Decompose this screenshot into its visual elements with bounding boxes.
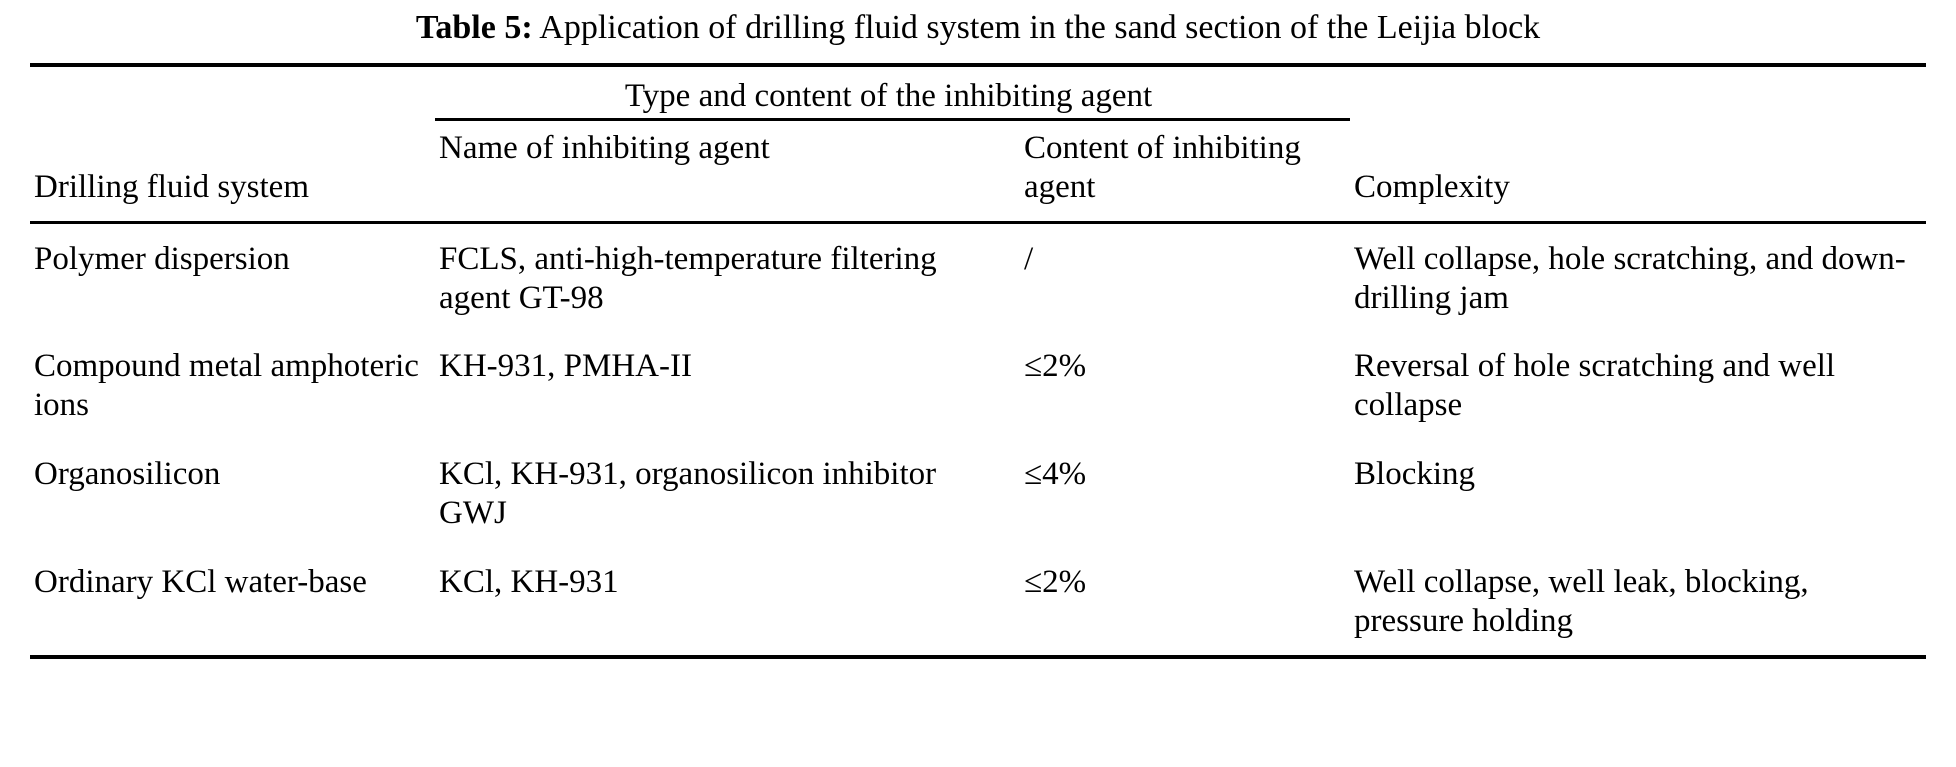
cell-agent-content: ≤4% xyxy=(1024,456,1087,493)
table-group-header-row xyxy=(30,65,1926,119)
cell-complexity: Reversal of hole scratching and well collapse xyxy=(1354,348,1836,424)
table-row xyxy=(30,222,1926,331)
header-complexity: Complexity xyxy=(1354,168,1510,205)
cell-complexity: Well collapse, well leak, blocking, pressure holding xyxy=(1350,547,1926,657)
table-header-row xyxy=(30,119,1926,222)
data-table xyxy=(30,63,1926,659)
cell-system: Ordinary KCl water-base xyxy=(30,547,435,657)
header-drilling-fluid-system: Drilling fluid system xyxy=(34,168,309,205)
cell-agent-content: ≤2% xyxy=(1020,547,1350,657)
cell-system: Organosilicon xyxy=(34,456,221,493)
group-header-spacer-left xyxy=(30,65,435,119)
group-header-inhibiting-agent: Type and content of the inhibiting agent xyxy=(435,65,1350,119)
group-header-spacer-right xyxy=(1350,65,1926,119)
table-row xyxy=(30,547,1926,657)
caption-label: Table 5: xyxy=(415,9,533,46)
cell-agent-name: KCl, KH-931 xyxy=(435,547,1020,657)
cell-agent-name: FCLS, anti-high-temperature filtering agent GT-98 xyxy=(435,222,1020,331)
header-agent-name: Name of inhibiting agent xyxy=(439,129,770,166)
cell-agent-content: ≤2% xyxy=(1024,348,1087,385)
caption-text: Application of drilling fluid system in the sand section of the Leijia block xyxy=(539,9,1541,46)
cell-agent-name: KCl, KH-931, organosilicon inhibitor GWJ xyxy=(439,456,937,532)
cell-agent-name: KH-931, PMHA-II xyxy=(439,348,692,385)
cell-agent-content: / xyxy=(1020,222,1350,331)
cell-complexity: Blocking xyxy=(1354,456,1476,493)
cell-system: Polymer dispersion xyxy=(30,222,435,331)
table-caption xyxy=(30,0,1926,63)
cell-complexity: Well collapse, hole scratching, and down-drilling jam xyxy=(1350,222,1926,331)
header-agent-content: Content of inhibiting agent xyxy=(1024,129,1301,205)
table-row xyxy=(30,331,1926,439)
cell-system: Compound metal amphoteric ions xyxy=(34,348,419,424)
table-row xyxy=(30,439,1926,547)
